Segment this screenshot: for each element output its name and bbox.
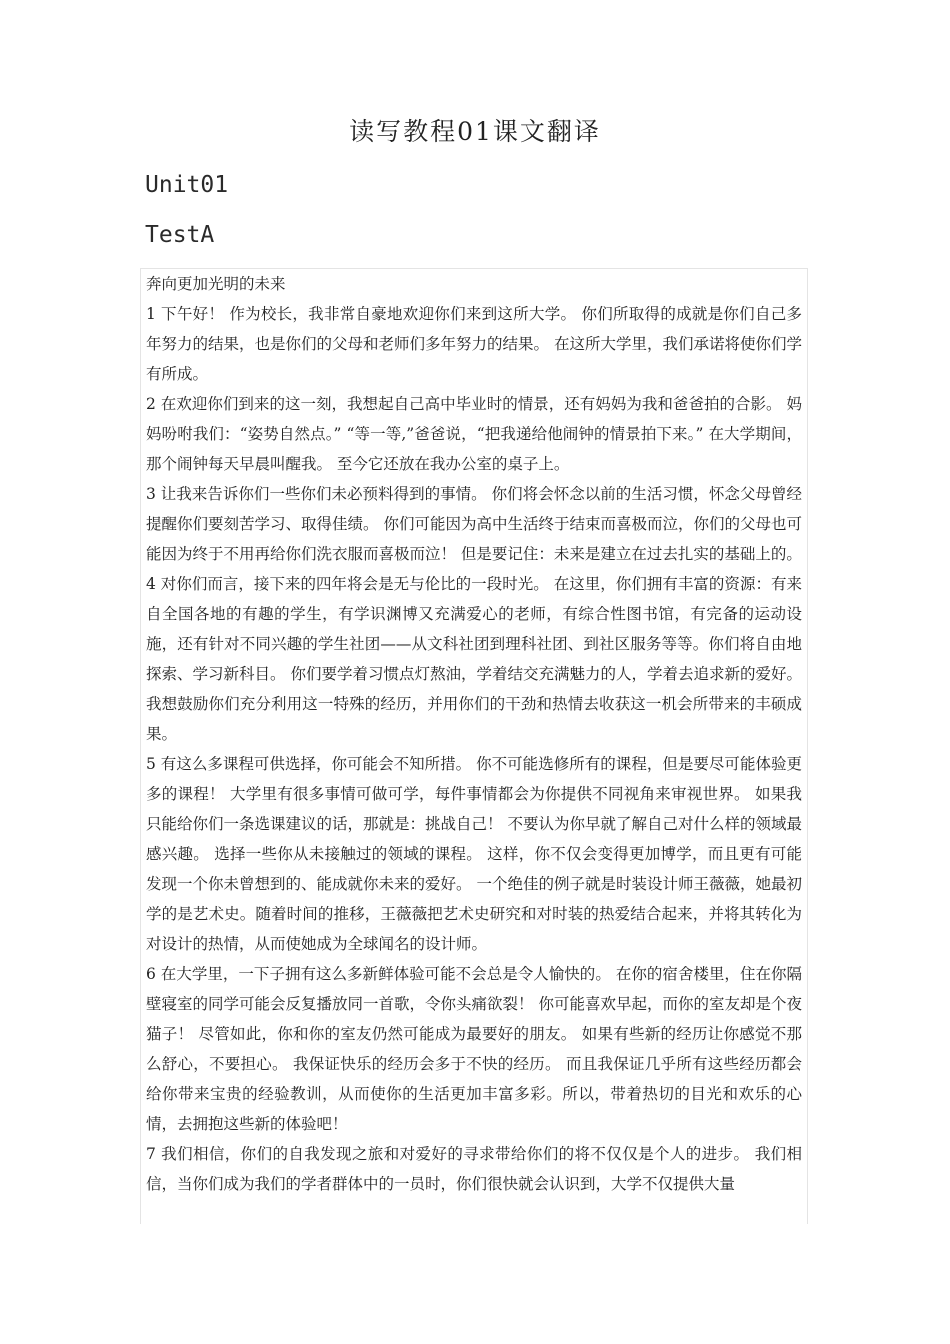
paragraph-3: 3 让我来告诉你们一些你们未必预料得到的事情。 你们将会怀念以前的生活习惯，怀念父母曾经提醒你们要刻苦学习、取得佳绩。 你们可能因为高中生活终于结束而喜极而泣，你们的父母也可能因为终于不用再给你们洗衣服而喜极而泣！ 但是要记住：未来是建立在过去扎实的基础上的。 bbox=[146, 485, 802, 563]
paragraph-1: 1 下午好！ 作为校长，我非常自豪地欢迎你们来到这所大学。 你们所取得的成就是你们自己多年努力的结果，也是你们的父母和老师们多年努力的结果。 在这所大学里，我们承诺将使你们学有所成。 bbox=[146, 305, 802, 383]
paragraph-6: 6 在大学里，一下子拥有这么多新鲜体验可能不会总是令人愉快的。 在你的宿舍楼里，住在你隔壁寝室的同学可能会反复播放同一首歌，令你头痛欲裂！ 你可能喜欢早起，而你的室友却是个夜猫子！ 尽管如此，你和你的室友仍然可能成为最要好的朋友。 如果有些新的经历让你感觉不那么舒心，不要担心。 我保证快乐的经历会多于不快的经历。 而且我保证几乎所有这些经历都会给你带来宝贵的经验教训，从而使你的生活更加丰富多彩。所以，带着热切的目光和欢乐的心情，去拥抱这些新的体验吧！ bbox=[146, 965, 802, 1133]
paragraph-2: 2 在欢迎你们到来的这一刻，我想起自己高中毕业时的情景，还有妈妈为我和爸爸拍的合影。 妈妈吩咐我们：“姿势自然点。” “等一等,”爸爸说，“把我递给他闹钟的情景拍下来。” 在大学期间，那个闹钟每天早晨叫醒我。 至今它还放在我办公室的桌子上。 bbox=[146, 395, 802, 473]
passage-title: 奔向更加光明的未来 bbox=[146, 275, 286, 293]
document-title: 读写教程01课文翻译 bbox=[349, 117, 601, 146]
paragraph-4: 4 对你们而言，接下来的四年将会是无与伦比的一段时光。 在这里，你们拥有丰富的资源：有来自全国各地的有趣的学生，有学识渊博又充满爱心的老师，有综合性图书馆，有完备的运动设施，还有针对不同兴趣的学生社团——从文科社团到理科社团、到社区服务等等。你们将自由地探索、学习新科目。 你们要学着习惯点灯熬油，学着结交充满魅力的人，学着去追求新的爱好。 我想鼓励你们充分利用这一特殊的经历，并用你们的干劲和热情去收获这一机会所带来的丰硕成果。 bbox=[146, 575, 802, 743]
passage-box bbox=[140, 268, 808, 1224]
unit-heading: Unit01 bbox=[145, 172, 229, 198]
section-heading: TestA bbox=[145, 222, 215, 248]
paragraph-5: 5 有这么多课程可供选择，你可能会不知所措。 你不可能选修所有的课程，但是要尽可能体验更多的课程！ 大学里有很多事情可做可学，每件事情都会为你提供不同视角来审视世界。 如果我只能给你们一条选课建议的话，那就是：挑战自己！ 不要认为你早就了解自己对什么样的领域最感兴趣。 选择一些你从未接触过的领域的课程。 这样，你不仅会变得更加博学，而且更有可能发现一个你未曾想到的、能成就你未来的爱好。 一个绝佳的例子就是时装设计师王薇薇，她最初学的是艺术史。随着时间的推移，王薇薇把艺术史研究和对时装的热爱结合起来，并将其转化为对设计的热情，从而使她成为全球闻名的设计师。 bbox=[146, 755, 802, 953]
paragraph-7: 7 我们相信，你们的自我发现之旅和对爱好的寻求带给你们的将不仅仅是个人的进步。 我们相信，当你们成为我们的学者群体中的一员时，你们很快就会认识到，大学不仅提供大量 bbox=[146, 1145, 802, 1193]
